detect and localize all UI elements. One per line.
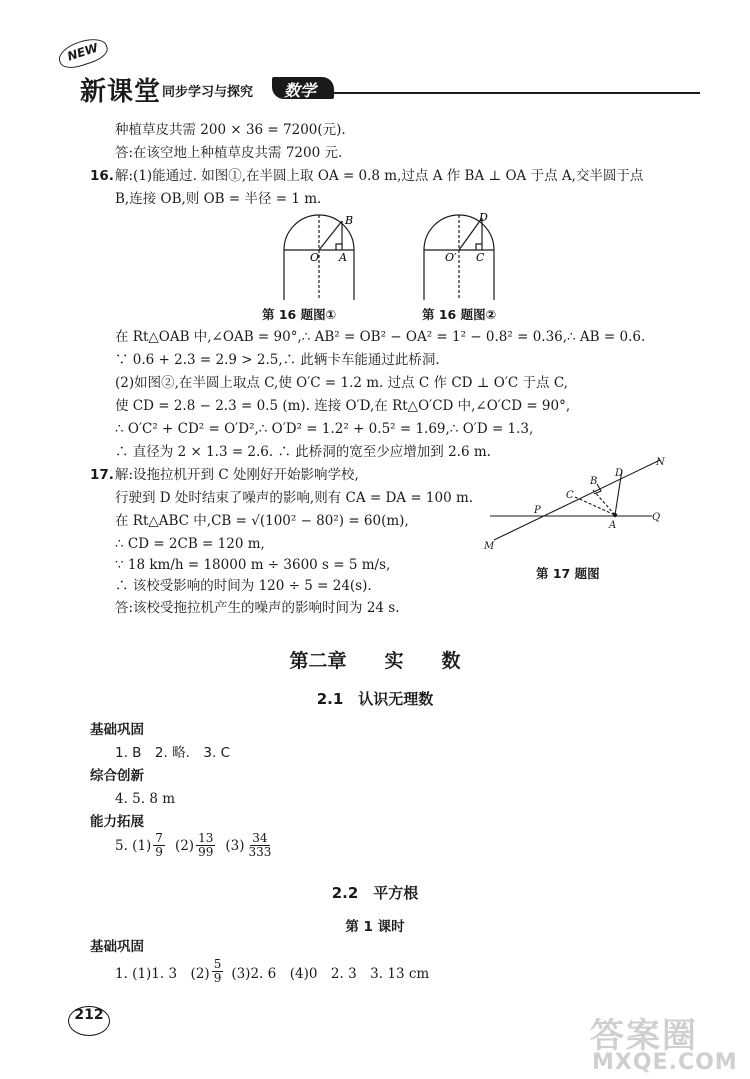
road-line [494, 460, 660, 540]
label-A: A [609, 520, 617, 531]
text-line: ∵ 0.6 + 2.3 = 2.9 > 2.5,∴ 此辆卡车能通过此桥洞. [115, 352, 440, 368]
subheading: 基础巩固 [90, 722, 144, 738]
answer-basic-2 [115, 958, 429, 985]
text-line: 行驶到 D 处时结束了噪声的影响,则有 CA = DA = 100 m. [115, 490, 474, 506]
answer-q5 [115, 832, 275, 859]
subheading: 综合创新 [90, 768, 144, 784]
label-A: A [339, 251, 347, 264]
subject-tag [272, 77, 334, 99]
fraction [153, 832, 165, 859]
answer-part: (2) [174, 837, 195, 854]
label-M: M [484, 541, 495, 552]
label-Q: Q [652, 512, 661, 523]
header [50, 35, 700, 105]
fraction [246, 832, 273, 859]
text-line: 答:该校受拖拉机产生的噪声的影响时间为 24 s. [115, 600, 400, 616]
label-P: P [534, 505, 541, 516]
brand-title: 新课堂 [80, 77, 162, 107]
section-title: 2.1 认识无理数 [316, 690, 434, 708]
fraction [196, 832, 215, 859]
text-line: 使 CD = 2.8 − 2.3 = 0.5 (m). 连接 O′D,在 Rt△O′CD 中,∠O′CD = 90°, [115, 398, 571, 414]
question-number: 17. [90, 467, 114, 483]
lesson-title: 第 1 课时 [345, 919, 405, 935]
figure-16-2-caption: 第 16 题图② [422, 307, 497, 322]
answer-prefix: 1. (1)1. 3 (2) [115, 965, 210, 982]
answer-prefix: 5. (1) [115, 837, 152, 854]
text-line: 解:(1)能通过. 如图①,在半圆上取 OA = 0.8 m,过点 A 作 BA ⊥ OA 于点 A,交半圆于点 [115, 168, 644, 184]
text-line: 在 Rt△OAB 中,∠OAB = 90°,∴ AB² = OB² − OA² = 1² − 0.8² = 0.36,∴ AB = 0.6. [115, 329, 646, 345]
logo-badge-text: NEW [65, 40, 100, 64]
fraction-denominator: 333 [248, 845, 272, 859]
figure-17 [482, 452, 672, 552]
answer-part: (3) [225, 837, 245, 854]
label-D: D [479, 212, 488, 224]
text-line: B,连接 OB,则 OB = 半径 = 1 m. [115, 191, 322, 207]
fraction-numerator: 34 [252, 831, 268, 845]
text-line: ∵ 18 km/h = 18000 m ÷ 3600 s = 5 m/s, [115, 557, 391, 573]
subject-tag-text: 数学 [284, 81, 317, 100]
label-O-prime: O′ [445, 251, 457, 264]
section-title: 2.2 平方根 [331, 884, 419, 902]
page-number-badge [68, 1006, 110, 1036]
question-number: 16. [90, 168, 114, 184]
answer-line: 1. B 2. 略. 3. C [115, 745, 230, 761]
figure-17-caption: 第 17 题图 [536, 566, 600, 581]
label-C: C [566, 490, 574, 501]
watermark-logo: 答案圈 [590, 1016, 698, 1056]
header-rule [334, 92, 700, 94]
header-subtitle: 同步学习与探究 [162, 85, 254, 100]
label-B: B [590, 476, 598, 487]
subheading: 能力拓展 [90, 814, 144, 830]
fraction-numerator: 5 [213, 957, 222, 971]
subheading: 基础巩固 [90, 939, 144, 955]
text-line: (2)如图②,在半圆上取点 C,使 O′C = 1.2 m. 过点 C 作 CD ⊥ O′C 于点 C, [115, 375, 568, 391]
text-line: 解:设拖拉机开到 C 处刚好开始影响学校, [115, 467, 359, 483]
fraction-numerator: 13 [198, 831, 214, 845]
label-N: N [656, 457, 665, 468]
text-line: 在 Rt△ABC 中,CB = √(100² − 80²) = 60(m), [115, 513, 409, 529]
label-O: O [310, 251, 320, 264]
text-line: 种植草皮共需 200 × 36 = 7200(元). [115, 122, 346, 138]
fraction-denominator: 9 [213, 971, 222, 985]
answer-line: 4. 5. 8 m [115, 791, 176, 807]
fraction-denominator: 99 [198, 845, 214, 859]
figure-16-1-caption: 第 16 题图① [262, 307, 337, 322]
page-number: 212 [74, 1007, 104, 1023]
fraction [212, 958, 224, 985]
figure-16-2 [422, 212, 504, 302]
label-B: B [345, 214, 354, 227]
figure-16-1 [282, 212, 364, 302]
text-line: ∴ CD = 2CB = 120 m, [115, 536, 265, 552]
fraction-numerator: 7 [155, 831, 163, 845]
text-line: ∴ 直径为 2 × 1.3 = 2.6. ∴ 此桥洞的宽至少应增加到 2.6 m. [115, 444, 491, 460]
watermark-url: MXQE.COM [592, 1050, 738, 1075]
chapter-title: 第二章 实 数 [289, 650, 461, 672]
answer-suffix: (3)2. 6 (4)0 2. 3 3. 13 cm [231, 965, 430, 982]
label-D: D [615, 468, 624, 479]
logo-badge [56, 34, 111, 72]
label-C: C [476, 251, 485, 264]
text-line: ∴ O′C² + CD² = O′D²,∴ O′D² = 1.2² + 0.5² = 1.69,∴ O′D = 1.3, [115, 421, 534, 437]
text-line: 答:在该空地上种植草皮共需 7200 元. [115, 145, 343, 161]
text-line: ∴ 该校受影响的时间为 120 ÷ 5 = 24(s). [115, 578, 372, 594]
fraction-denominator: 9 [155, 845, 163, 859]
